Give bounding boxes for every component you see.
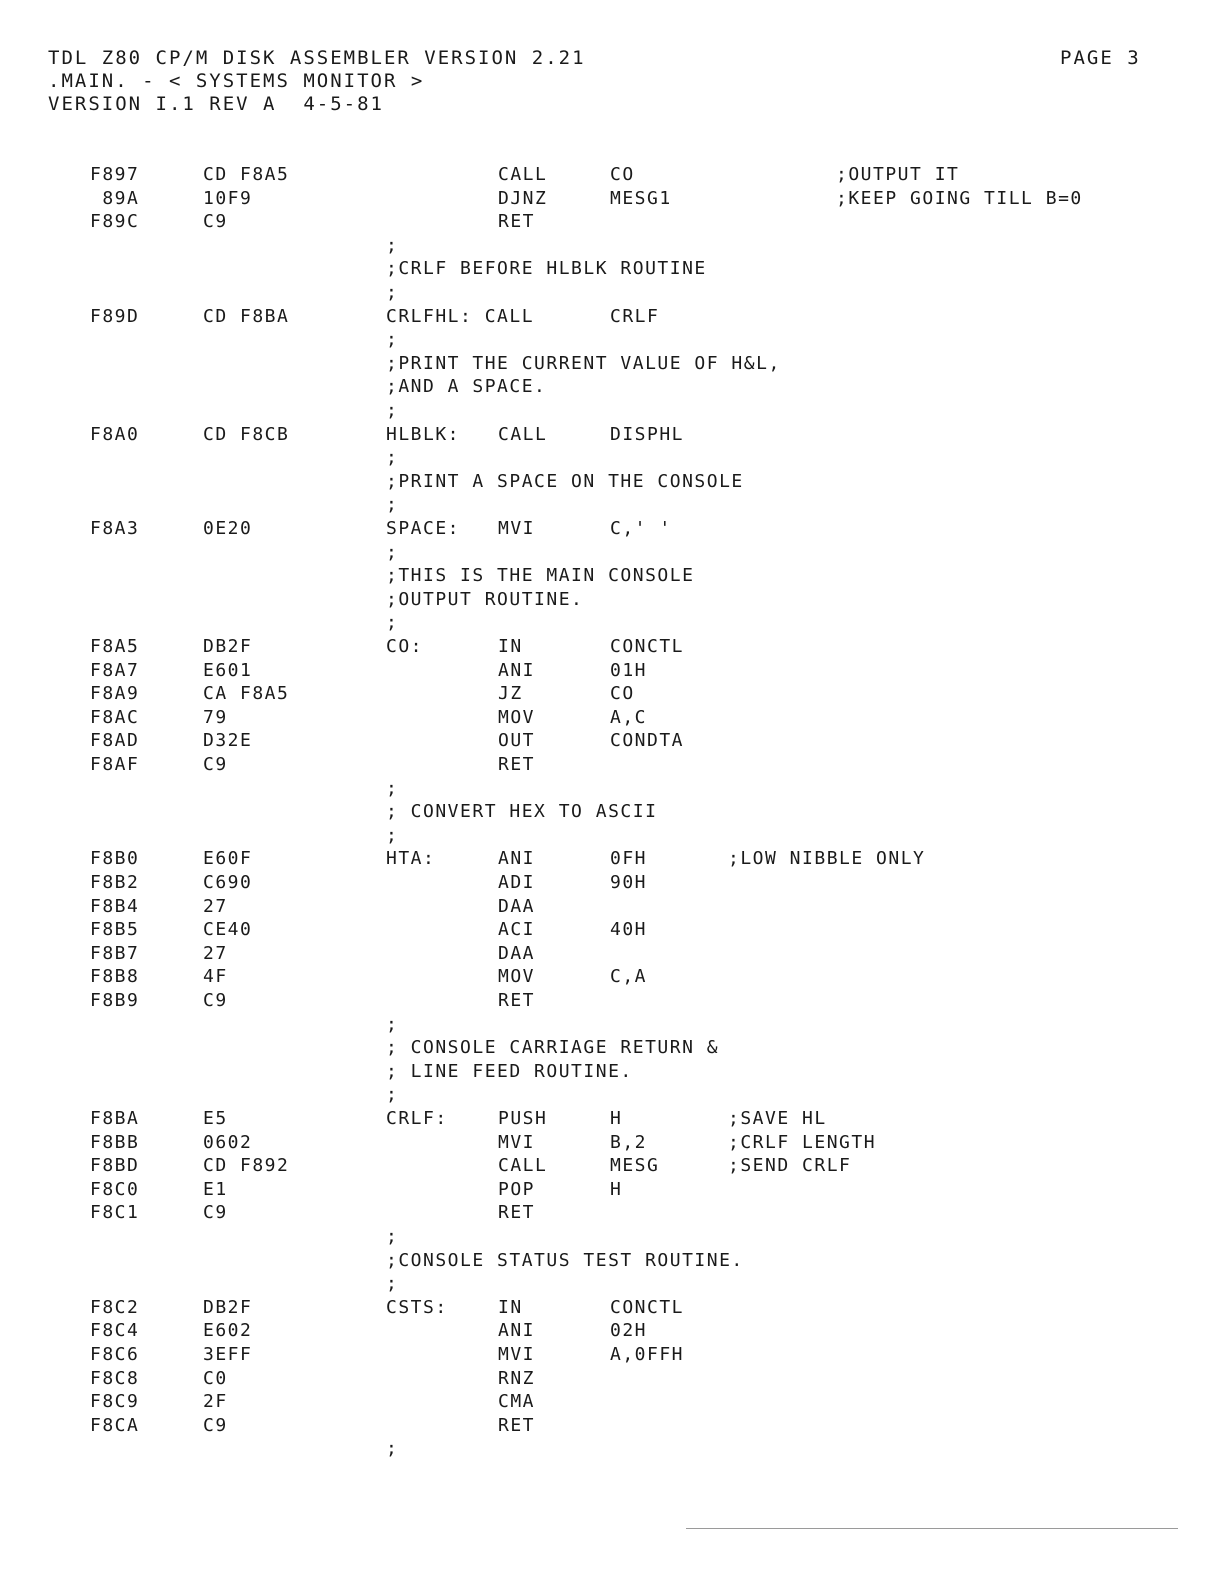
object-code: C9 <box>203 990 228 1011</box>
listing-line <box>0 1132 1225 1156</box>
label: ; <box>386 612 399 634</box>
opcode: RET <box>498 1414 536 1436</box>
listing-line <box>0 1202 1225 1226</box>
object-code: E601 <box>203 659 253 681</box>
object-code: CD F8CB <box>203 423 290 445</box>
address: F8C0 <box>90 1178 140 1200</box>
label: ; <box>386 282 399 303</box>
object-code: E60F <box>203 848 253 870</box>
label: ;CRLF BEFORE HLBLK ROUTINE <box>386 258 707 280</box>
label: ; <box>386 1226 399 1247</box>
listing-line <box>0 329 1225 353</box>
listing-line <box>0 683 1225 707</box>
operand: C,A <box>610 966 648 988</box>
listing-line <box>0 1320 1225 1344</box>
opcode: CALL <box>498 164 548 185</box>
opcode: JZ <box>498 683 523 705</box>
label: CRLFHL: CALL <box>386 305 535 327</box>
listing-line <box>0 1344 1225 1368</box>
object-code: DB2F <box>203 636 253 657</box>
operand: MESG <box>610 1155 660 1177</box>
operand: CONCTL <box>610 636 685 657</box>
address: F8BB <box>90 1131 140 1153</box>
opcode: MVI <box>498 1131 536 1153</box>
object-code: C690 <box>203 872 253 893</box>
label: HTA: <box>386 848 436 870</box>
label: ;THIS IS THE MAIN CONSOLE <box>386 565 695 587</box>
label: CSTS: <box>386 1296 448 1318</box>
object-code: 3EFF <box>203 1344 253 1365</box>
address: F897 <box>90 164 140 185</box>
address: F8C6 <box>90 1344 140 1365</box>
opcode: DAA <box>498 895 536 917</box>
bottom-rule <box>686 1528 1178 1529</box>
listing-line <box>0 258 1225 282</box>
object-code: 4F <box>203 966 228 988</box>
opcode: ANI <box>498 848 536 870</box>
assembler-title: TDL Z80 CP/M DISK ASSEMBLER VERSION 2.21 <box>48 47 586 69</box>
address: F8B7 <box>90 942 140 964</box>
label: ; CONSOLE CARRIAGE RETURN & <box>386 1037 720 1059</box>
label: ;AND A SPACE. <box>386 376 547 398</box>
listing-line <box>0 1179 1225 1203</box>
opcode: RET <box>498 211 536 233</box>
opcode: CALL <box>498 1155 548 1177</box>
object-code: 27 <box>203 895 228 917</box>
operand: A,C <box>610 706 648 728</box>
object-code: 10F9 <box>203 187 253 209</box>
operand: MESG1 <box>610 187 672 209</box>
listing-line <box>0 471 1225 495</box>
object-code: E5 <box>203 1108 228 1129</box>
comment: ;SAVE HL <box>728 1108 827 1129</box>
label: ; <box>386 1438 399 1460</box>
opcode: PUSH <box>498 1108 548 1129</box>
object-code: 27 <box>203 942 228 964</box>
listing-line <box>0 919 1225 943</box>
label: ; <box>386 824 399 846</box>
comment: ;OUTPUT IT <box>836 164 960 185</box>
listing-line <box>0 1415 1225 1439</box>
label: ; CONVERT HEX TO ASCII <box>386 801 658 823</box>
listing-line <box>0 589 1225 613</box>
operand: CRLF <box>610 305 660 327</box>
operand: CONCTL <box>610 1296 685 1318</box>
operand: H <box>610 1108 623 1129</box>
object-code: DB2F <box>203 1296 253 1318</box>
listing-line <box>0 211 1225 235</box>
listing-line <box>0 565 1225 589</box>
object-code: 79 <box>203 706 228 728</box>
opcode: RET <box>498 1202 536 1224</box>
object-code: D32E <box>203 730 253 752</box>
object-code: C9 <box>203 1202 228 1224</box>
operand: C,' ' <box>610 518 672 539</box>
label: ; <box>386 541 399 563</box>
listing-line <box>0 730 1225 754</box>
object-code: CD F892 <box>203 1155 290 1177</box>
object-code: CD F8BA <box>203 305 290 327</box>
address: 89A <box>90 187 140 209</box>
address: F8BA <box>90 1108 140 1129</box>
listing-line <box>0 1297 1225 1321</box>
operand: 01H <box>610 659 648 681</box>
address: F8A3 <box>90 518 140 539</box>
comment: ;LOW NIBBLE ONLY <box>728 848 926 870</box>
listing-line <box>0 1438 1225 1462</box>
opcode: IN <box>498 1296 523 1318</box>
listing-line <box>0 1155 1225 1179</box>
opcode: ACI <box>498 919 536 941</box>
address: F89D <box>90 305 140 327</box>
listing-line <box>0 235 1225 259</box>
opcode: ADI <box>498 872 536 893</box>
object-code: 0E20 <box>203 518 253 539</box>
label: CO: <box>386 636 424 657</box>
listing-line <box>0 1226 1225 1250</box>
listing-line <box>0 188 1225 212</box>
listing-line <box>0 447 1225 471</box>
label: ; <box>386 400 399 421</box>
object-code: C9 <box>203 1414 228 1436</box>
page-number: PAGE 3 <box>1060 47 1141 69</box>
object-code: C9 <box>203 211 228 233</box>
version-line: VERSION I.1 REV A 4-5-81 <box>48 93 384 115</box>
listing-line <box>0 1061 1225 1085</box>
listing-line <box>0 306 1225 330</box>
object-code: E602 <box>203 1320 253 1342</box>
opcode: MOV <box>498 706 536 728</box>
comment: ;SEND CRLF <box>728 1155 852 1177</box>
label: CRLF: <box>386 1108 448 1129</box>
listing-line <box>0 1084 1225 1108</box>
listing-line <box>0 612 1225 636</box>
opcode: OUT <box>498 730 536 752</box>
label: ; <box>386 447 399 469</box>
listing-line <box>0 1391 1225 1415</box>
label: ;PRINT A SPACE ON THE CONSOLE <box>386 470 744 492</box>
object-code: 2F <box>203 1391 228 1413</box>
operand: CO <box>610 164 635 185</box>
listing-line <box>0 660 1225 684</box>
label: ;OUTPUT ROUTINE. <box>386 588 584 610</box>
label: ; <box>386 1013 399 1035</box>
listing-line <box>0 282 1225 306</box>
object-code: C0 <box>203 1367 228 1389</box>
operand: H <box>610 1178 623 1200</box>
listing-line <box>0 636 1225 660</box>
address: F8C1 <box>90 1202 140 1224</box>
label: ; LINE FEED ROUTINE. <box>386 1060 633 1082</box>
opcode: DAA <box>498 942 536 964</box>
object-code: CD F8A5 <box>203 164 290 185</box>
comment: ;CRLF LENGTH <box>728 1131 877 1153</box>
object-code: 0602 <box>203 1131 253 1153</box>
address: F8BD <box>90 1155 140 1177</box>
opcode: MOV <box>498 966 536 988</box>
address: F8A0 <box>90 423 140 445</box>
listing-line <box>0 353 1225 377</box>
listing-line <box>0 1368 1225 1392</box>
label: ; <box>386 777 399 799</box>
opcode: ANI <box>498 659 536 681</box>
object-code: C9 <box>203 754 228 775</box>
opcode: ANI <box>498 1320 536 1342</box>
listing-line <box>0 825 1225 849</box>
listing-line <box>0 1250 1225 1274</box>
listing-line <box>0 707 1225 731</box>
address: F8B2 <box>90 872 140 893</box>
listing-line <box>0 400 1225 424</box>
address: F8CA <box>90 1414 140 1436</box>
label: SPACE: <box>386 518 461 539</box>
listing-line <box>0 376 1225 400</box>
opcode: CALL <box>498 423 548 445</box>
address: F8A9 <box>90 683 140 705</box>
listing-line <box>0 1108 1225 1132</box>
listing-line <box>0 1273 1225 1297</box>
opcode: IN <box>498 636 523 657</box>
listing-line <box>0 990 1225 1014</box>
opcode: RET <box>498 990 536 1011</box>
label: ; <box>386 1084 399 1106</box>
operand: 0FH <box>610 848 648 870</box>
address: F8B0 <box>90 848 140 870</box>
address: F8B4 <box>90 895 140 917</box>
opcode: CMA <box>498 1391 536 1413</box>
opcode: MVI <box>498 1344 536 1365</box>
listing-line <box>0 896 1225 920</box>
listing-line <box>0 518 1225 542</box>
opcode: POP <box>498 1178 536 1200</box>
opcode: DJNZ <box>498 187 548 209</box>
operand: 90H <box>610 872 648 893</box>
address: F8B9 <box>90 990 140 1011</box>
comment: ;KEEP GOING TILL B=0 <box>836 187 1083 209</box>
label: ; <box>386 494 399 516</box>
address: F89C <box>90 211 140 233</box>
operand: 02H <box>610 1320 648 1342</box>
label: ;CONSOLE STATUS TEST ROUTINE. <box>386 1249 744 1271</box>
opcode: MVI <box>498 518 536 539</box>
address: F8A7 <box>90 659 140 681</box>
operand: B,2 <box>610 1131 648 1153</box>
listing-line <box>0 943 1225 967</box>
label: ; <box>386 329 399 351</box>
module-title: .MAIN. - < SYSTEMS MONITOR > <box>48 70 425 92</box>
listing-line <box>0 1037 1225 1061</box>
address: F8C9 <box>90 1391 140 1413</box>
listing-line <box>0 754 1225 778</box>
opcode: RNZ <box>498 1367 536 1389</box>
label: ;PRINT THE CURRENT VALUE OF H&L, <box>386 352 781 374</box>
label: ; <box>386 1273 399 1295</box>
listing-line <box>0 848 1225 872</box>
opcode: RET <box>498 754 536 775</box>
operand: CONDTA <box>610 730 685 752</box>
address: F8AF <box>90 754 140 775</box>
address: F8B5 <box>90 919 140 941</box>
address: F8A5 <box>90 636 140 657</box>
listing-line <box>0 424 1225 448</box>
object-code: E1 <box>203 1178 228 1200</box>
object-code: CE40 <box>203 919 253 941</box>
address: F8AD <box>90 730 140 752</box>
listing-line <box>0 778 1225 802</box>
object-code: CA F8A5 <box>203 683 290 705</box>
address: F8B8 <box>90 966 140 988</box>
listing-line <box>0 494 1225 518</box>
operand: 40H <box>610 919 648 941</box>
listing-line <box>0 966 1225 990</box>
label: ; <box>386 234 399 256</box>
address: F8C4 <box>90 1320 140 1342</box>
address: F8C8 <box>90 1367 140 1389</box>
listing-line <box>0 872 1225 896</box>
listing-line <box>0 542 1225 566</box>
address: F8C2 <box>90 1296 140 1318</box>
listing-line <box>0 801 1225 825</box>
label: HLBLK: <box>386 423 461 445</box>
operand: A,0FFH <box>610 1344 685 1365</box>
operand: DISPHL <box>610 423 685 445</box>
address: F8AC <box>90 706 140 728</box>
listing-line <box>0 1014 1225 1038</box>
operand: CO <box>610 683 635 705</box>
listing-line <box>0 164 1225 188</box>
